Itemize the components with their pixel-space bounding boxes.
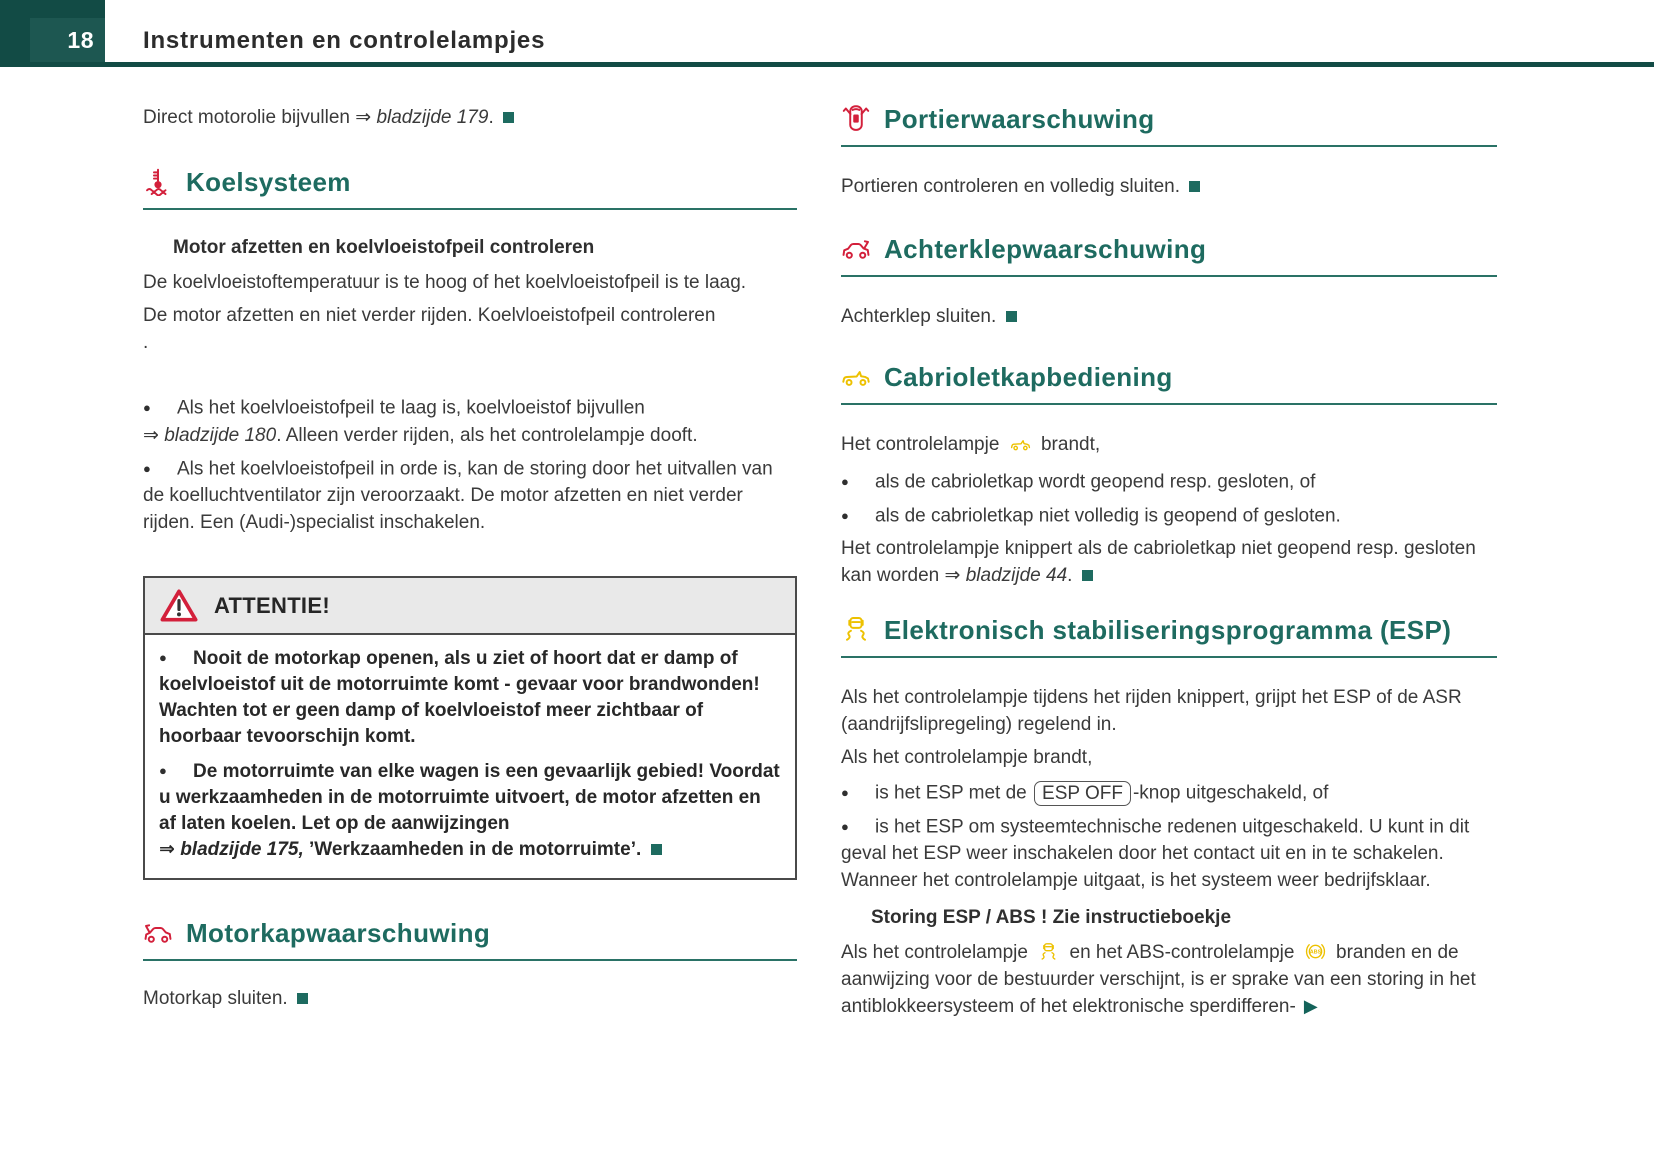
text-run: De motor afzetten en niet verder rijden. Koelvloeistofpeil controleren xyxy=(143,305,716,326)
attention-header xyxy=(145,578,795,635)
end-of-section-icon xyxy=(1082,570,1093,581)
text-run: . xyxy=(1067,565,1078,586)
paragraph xyxy=(841,173,1497,200)
end-of-section-icon xyxy=(651,844,662,855)
subheading: Motor afzetten en koelvloeistofpeil controleren xyxy=(173,237,595,258)
page-number-block xyxy=(0,0,111,62)
attention-bullet-item xyxy=(159,645,781,750)
paragraph xyxy=(143,985,797,1012)
text-run: Nooit de motorkap openen, als u ziet of hoort dat er damp of koelvloeistof uit de motorruimte komt - gevaar voor brandwonden! Wachten tot er geen damp of koelvloeistof meer zichtbaar of hoorbaar tevoorschijn komt. xyxy=(159,648,760,747)
attention-title: ATTENTIE! xyxy=(214,593,330,618)
paragraph xyxy=(841,535,1497,589)
paragraph xyxy=(841,303,1497,330)
section-heading xyxy=(841,360,1497,405)
right-column xyxy=(841,100,1497,1020)
text-run: Als het controlelampje xyxy=(841,942,1034,963)
paragraph xyxy=(841,431,1497,458)
text-run: Als het koelvloeistofpeil in orde is, kan de storing door het uitvallen van de koelluchtventilator zijn veroorzaakt. De motor afzetten en niet verder rijden. Een (Audi-)specialist inschakelen. xyxy=(143,458,773,533)
bullet-item xyxy=(143,455,797,537)
bullet-item xyxy=(143,394,797,449)
section-heading xyxy=(143,165,797,210)
text-run: is het ESP om systeemtechnische redenen uitgeschakeld. U kunt in dit geval het ESP weer inschakelen door het contact uit en in te schakelen. Wanneer het controlelampje uitgaat, is het systeem weer bedrijfsklaar. xyxy=(841,816,1470,891)
left-column xyxy=(143,100,797,1012)
section-heading xyxy=(841,232,1497,277)
end-of-section-icon xyxy=(1189,181,1200,192)
paragraph xyxy=(841,744,1497,771)
svg-text:ABS: ABS xyxy=(1309,949,1322,956)
paragraph xyxy=(841,684,1497,738)
text-run: -knop uitgeschakeld, of xyxy=(1132,782,1329,804)
bullet-dot-icon: ● xyxy=(143,460,151,476)
bullet-dot-icon: ● xyxy=(143,400,151,415)
text-run: ’Werkzaamheden in de motorruimte’. xyxy=(303,839,647,860)
section-heading-label: Achterklepwaarschuwing xyxy=(884,234,1207,264)
text-run: brandt, xyxy=(1035,434,1101,455)
attention-body xyxy=(145,635,795,878)
section-heading xyxy=(841,613,1497,658)
text-run: Achterklep sluiten. xyxy=(841,306,1002,327)
section-heading-label: Motorkapwaarschuwing xyxy=(186,918,491,948)
text-run: bladzijde 175, xyxy=(180,839,304,860)
text-run: Motorkap sluiten. xyxy=(143,988,293,1009)
esp-icon xyxy=(841,614,871,644)
esp-icon xyxy=(1035,941,1062,962)
hood-warning-icon xyxy=(143,917,173,947)
section-heading-label: Cabrioletkapbediening xyxy=(884,362,1173,392)
text-run: Als het controlelampje brandt, xyxy=(841,747,1093,768)
subheading: Storing ESP / ABS ! Zie instructieboekje xyxy=(871,907,1232,928)
page-number-inner xyxy=(30,18,105,62)
bullet-dot-icon: ● xyxy=(841,785,849,800)
section-heading-label: Portierwaarschuwing xyxy=(884,104,1155,134)
bullet-dot-icon: ● xyxy=(841,474,849,489)
warning-triangle-icon xyxy=(159,587,199,624)
section-heading-label: Koelsysteem xyxy=(186,167,351,197)
paragraph xyxy=(143,104,797,131)
bullet-dot-icon: ● xyxy=(159,763,167,778)
text-run: als de cabrioletkap wordt geopend resp. gesloten, of xyxy=(875,471,1316,493)
text-run: bladzijde 180 xyxy=(164,424,277,446)
attention-box xyxy=(143,576,797,880)
tailgate-warning-icon xyxy=(841,233,871,263)
esp-off-keycap: ESP OFF xyxy=(1034,781,1131,806)
page-title: Instrumenten en controlelampjes xyxy=(143,27,546,54)
text-run: branden en de aanwijzing voor de bestuurder verschijnt, is er sprake van een storing in het antiblokkeersysteem of het elektronische sperdifferen- xyxy=(841,942,1476,1017)
door-warning-icon xyxy=(841,103,871,133)
coolant-icon xyxy=(143,166,173,196)
text-run: ⇒ xyxy=(159,839,181,860)
end-of-section-icon xyxy=(1006,311,1017,322)
abs-icon xyxy=(1302,941,1329,962)
bullet-item xyxy=(841,779,1497,807)
text-run: Portieren controleren en volledig sluiten. xyxy=(841,176,1186,197)
text-run: bladzijde 179 xyxy=(376,107,489,128)
section-heading xyxy=(143,916,797,961)
bullet-dot-icon: ● xyxy=(159,650,167,665)
text-run: bladzijde 44 xyxy=(965,565,1068,586)
page-number: 18 xyxy=(67,26,94,53)
text-run: De motorruimte van elke wagen is een gevaarlijk gebied! Voordat u werkzaamheden in de motorruimte uitvoert, de motor afzetten en af laten koelen. Let op de aanwijzingen xyxy=(159,761,780,834)
text-run: Als het koelvloeistofpeil te laag is, koelvloeistof bijvullen xyxy=(177,397,645,419)
paragraph xyxy=(143,269,797,296)
text-run: ⇒ xyxy=(143,424,165,446)
text-run: . xyxy=(143,332,149,353)
bullet-dot-icon: ● xyxy=(841,507,849,523)
paragraph xyxy=(143,302,797,356)
text-run: is het ESP met de xyxy=(875,782,1033,804)
text-run: . Alleen verder rijden, als het controlelampje dooft. xyxy=(276,424,698,446)
cabrio-icon xyxy=(841,361,871,391)
cabrio-icon xyxy=(1007,433,1034,454)
header-rule xyxy=(0,62,1654,67)
end-of-section-icon xyxy=(297,993,308,1004)
paragraph xyxy=(841,939,1497,1020)
text-run: . xyxy=(488,107,499,128)
end-of-section-icon xyxy=(503,112,514,123)
text-run: Het controlelampje knippert als de cabrioletkap niet geopend resp. gesloten kan worden ⇒ xyxy=(841,538,1476,586)
bullet-dot-icon: ● xyxy=(841,818,849,834)
text-run: De koelvloeistoftemperatuur is te hoog of het koelvloeistofpeil is te laag. xyxy=(143,272,747,293)
text-run: als de cabrioletkap niet volledig is geopend of gesloten. xyxy=(875,505,1341,526)
attention-bullet-item xyxy=(159,758,781,863)
section-heading xyxy=(841,102,1497,147)
section-heading-label: Elektronisch stabiliseringsprogramma (ESP) xyxy=(884,615,1452,645)
bullet-item xyxy=(841,813,1497,895)
text-run: Het controlelampje xyxy=(841,434,1005,455)
text-run: Als het controlelampje tijdens het rijden knippert, grijpt het ESP of de ASR (aandrijfslipregeling) regelend in. xyxy=(841,687,1462,735)
continue-arrow-icon: ▶ xyxy=(1303,996,1318,1016)
text-run: Direct motorolie bijvullen ⇒ xyxy=(143,107,377,128)
bullet-item xyxy=(841,468,1497,496)
bullet-item xyxy=(841,502,1497,530)
text-run: en het ABS-controlelampje xyxy=(1064,942,1300,963)
